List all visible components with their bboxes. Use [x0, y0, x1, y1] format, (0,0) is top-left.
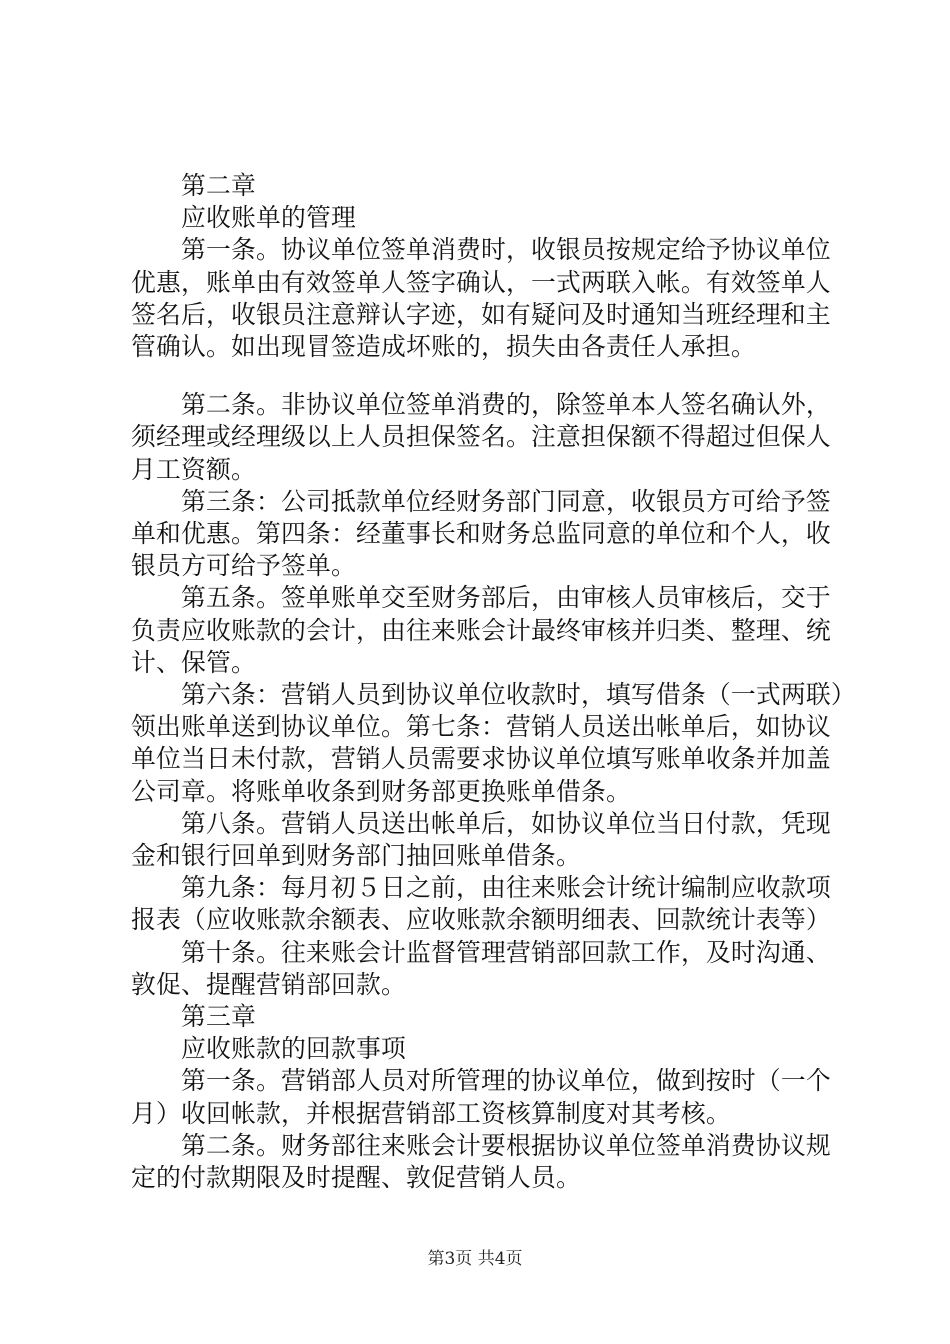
- document-body: [131, 170, 853, 1194]
- chapter-3-title: 应收账款的回款事项: [181, 1034, 406, 1064]
- chapter-2-article-8: 第八条。营销人员送出帐单后，如协议单位当日付款，凭现金和银行回单到财务部门抽回账单借条。: [131, 808, 831, 871]
- chapter-2-article-5: 第五条。签单账单交至财务部后，由审核人员审核后，交于负责应收账款的会计，由往来账会计最终审核并归类、整理、统计、保管。: [131, 583, 831, 677]
- chapter-2-article-9: 第九条：每月初５日之前，由往来账会计统计编制应收款项报表（应收账款余额表、应收账款余额明细表、回款统计表等）: [131, 873, 831, 935]
- chapter-3-article-2: 第二条。财务部往来账会计要根据协议单位签单消费协议规定的付款期限及时提醒、敦促营销人员。: [131, 1130, 831, 1193]
- chapter-3-article-1: 第一条。营销部人员对所管理的协议单位，做到按时（一个月）收回帐款，并根据营销部工资核算制度对其考核。: [131, 1066, 831, 1128]
- paragraph-gap: [131, 363, 853, 389]
- page-number-footer: 第3页 共4页: [427, 1249, 523, 1269]
- chapter-2-article-3-4: 第三条：公司抵款单位经财务部门同意，收银员方可给予签单和优惠。第四条：经董事长和财务总监同意的单位和个人，收银员方可给予签单。: [131, 486, 831, 581]
- chapter-2-article-1: 第一条。协议单位签单消费时，收银员按规定给予协议单位优惠，账单由有效签单人签字确认，一式两联入帐。有效签单人签名后，收银员注意辩认字迹，如有疑问及时通知当班经理和主管确认。如出现冒签造成坏账的，损失由各责任人承担。: [131, 235, 831, 362]
- chapter-2-article-6-7: 第六条：营销人员到协议单位收款时，填写借条（一式两联）领出账单送到协议单位。第七条：营销人员送出帐单后，如协议单位当日未付款，营销人员需要求协议单位填写账单收条并加盖公司章。将账单收条到财务部更换账单借条。: [131, 680, 844, 806]
- chapter-3-heading: 第三章: [181, 1002, 256, 1032]
- chapter-2-heading: 第二章: [181, 171, 256, 200]
- chapter-2-title: 应收账单的管理: [181, 203, 356, 233]
- chapter-2-article-10: 第十条。往来账会计监督管理营销部回款工作，及时沟通、敦促、提醒营销部回款。: [131, 937, 831, 999]
- chapter-2-article-2: 第二条。非协议单位签单消费的，除签单本人签名确认外，须经理或经理级以上人员担保签名。注意担保额不得超过但保人月工资额。: [131, 390, 831, 484]
